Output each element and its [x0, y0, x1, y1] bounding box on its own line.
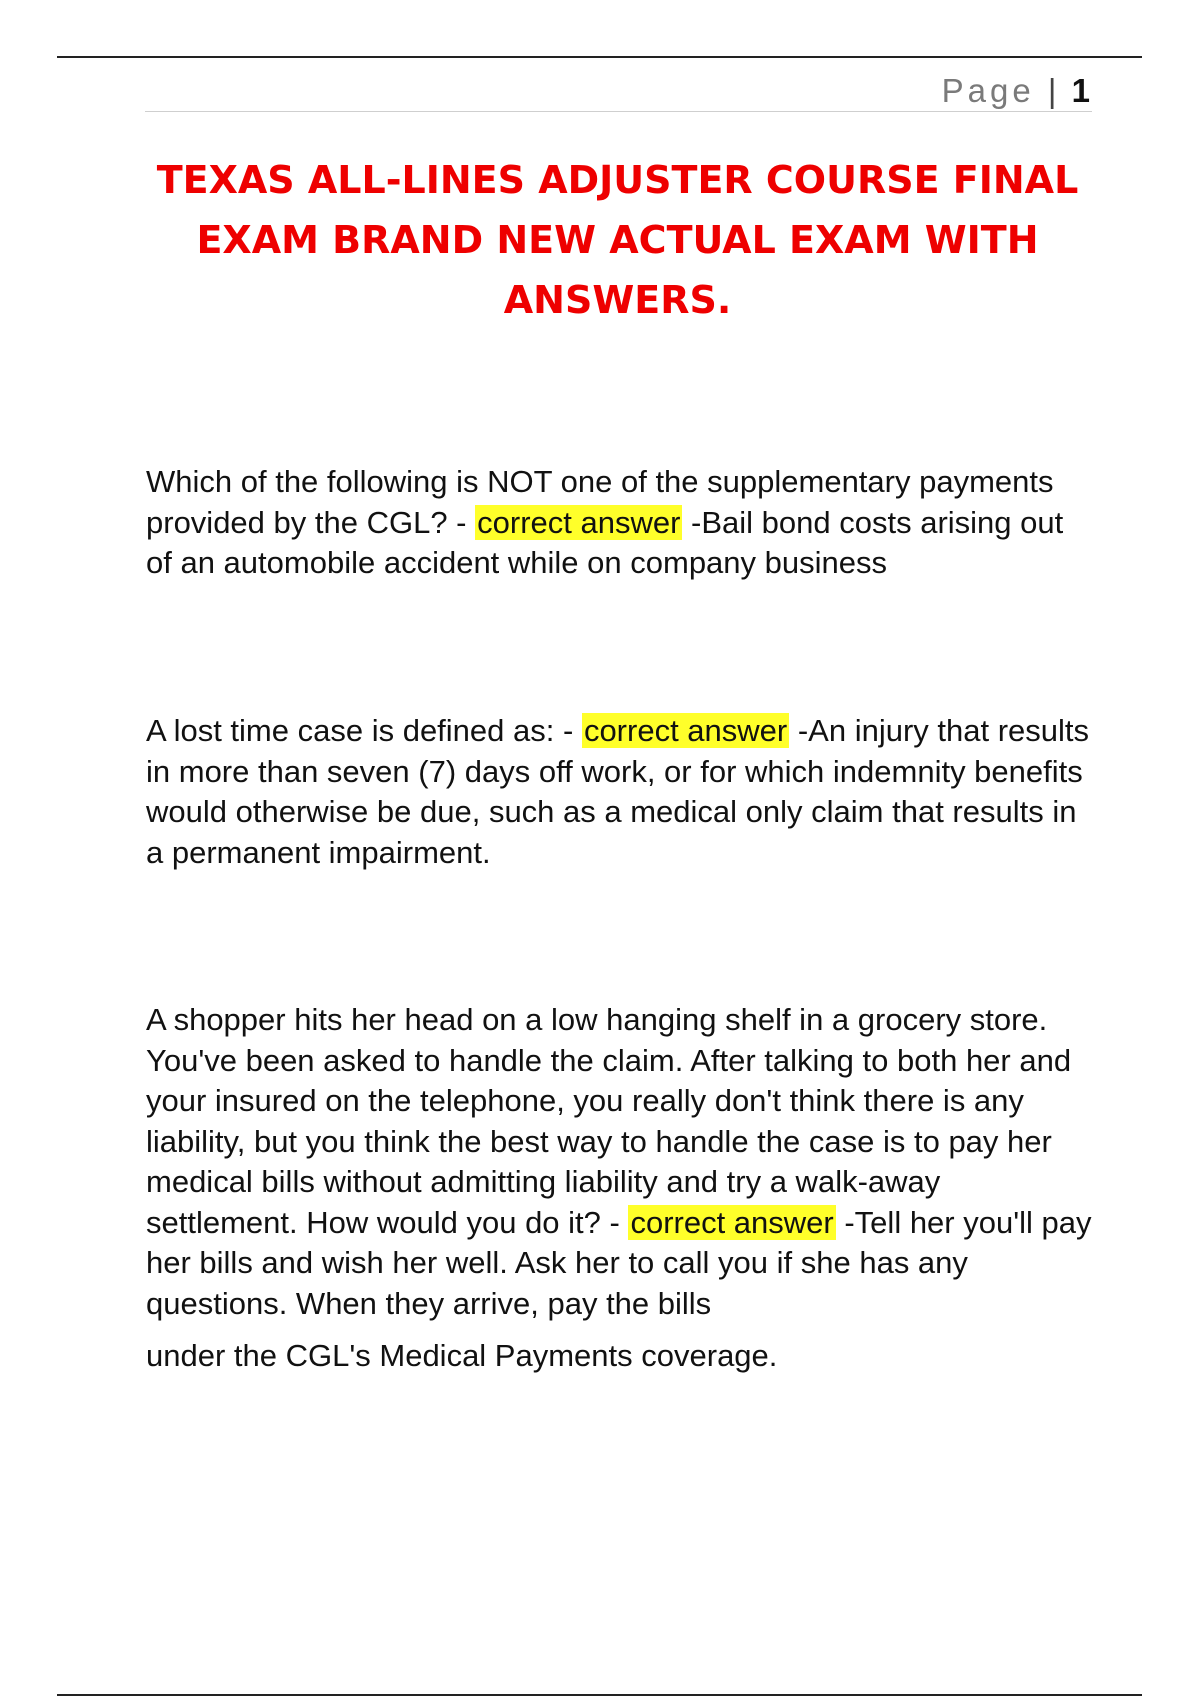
answer-text: -Tell her you'll pay her bills and wish her well. Ask her to call you if she has any questions. When they arrive, pay the bills [146, 1204, 1092, 1321]
correct-answer-highlight: correct answer [630, 1204, 834, 1240]
page-separator: | [1047, 72, 1059, 109]
correct-answer-highlight: correct answer [477, 504, 681, 540]
bottom-rule [57, 1694, 1142, 1696]
question-text: A shopper hits her head on a low hanging shelf in a grocery store. You've been asked to handle the claim. After talking to both her and your insured on the telephone, you really don't think there is any liability, but you think the best way to handle the case is to pay her medical bills without admitting liability and try a walk-away settlement. How would you do it? - [146, 1002, 1072, 1240]
header-underline [145, 111, 1092, 112]
answer-text: -An injury that results in more than seven (7) days off work, or for which indemnity benefits would otherwise be due, such as a medical only claim that results in a permanent impairment. [146, 713, 1090, 870]
page-label: Page [941, 72, 1035, 109]
qa-item-1 [146, 462, 1096, 584]
page-number-header [942, 72, 1090, 110]
qa-item-3 [146, 1000, 1096, 1324]
question-text: A lost time case is defined as: - [146, 713, 582, 748]
qa-item-2 [146, 711, 1096, 873]
qa-item-3-continuation: under the CGL's Medical Payments coverage. [146, 1338, 778, 1373]
answer-text: -Bail bond costs arising out of an automobile accident while on company business [146, 504, 1064, 580]
page-number: 1 [1071, 72, 1090, 109]
document-title: TEXAS ALL-LINES ADJUSTER COURSE FINAL EXAM BRAND NEW ACTUAL EXAM WITH ANSWERS. [156, 158, 1079, 322]
question-text: Which of the following is NOT one of the supplementary payments provided by the CGL? - [146, 464, 1054, 540]
correct-answer-highlight: correct answer [583, 713, 788, 748]
top-rule [57, 56, 1142, 58]
